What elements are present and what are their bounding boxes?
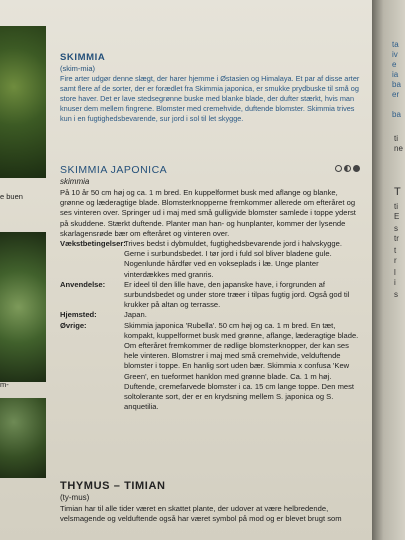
- light-requirement-icons: [335, 165, 360, 172]
- genus-description: Fire arter udgør denne slægt, der harer hjemme i Østasien og Himalaya. Et par af disse arter samt flere af de sorter, der er forædlet fra Skimmia japonica, er smukke prydbuske til små og store haver. Det er lave stedsegrønne buske med blanke blade, der dufter stærkt, hvis man knuser dem mellem fingrene. Blomster med cremehvide, duftende blomster. Skimmia trives kun i en fugtighedsbevarende, sur jord i sol til let skygge.: [60, 74, 360, 123]
- right-page-fragment: er: [392, 90, 400, 99]
- pronunciation: (ty-mus): [60, 493, 90, 502]
- right-page-fragment: ti: [394, 202, 398, 211]
- species-heading: SKIMMIA JAPONICA: [60, 164, 168, 176]
- right-page-fragment: s: [394, 224, 398, 233]
- pronunciation: (skim-mia): [60, 64, 95, 73]
- right-book-page: [372, 0, 405, 540]
- right-page-fragment: e: [392, 60, 397, 69]
- right-page-fragment: T: [394, 186, 401, 198]
- right-page-fragment: E: [394, 212, 400, 221]
- plant-photo: [0, 398, 46, 478]
- plant-photo: [0, 232, 46, 382]
- info-value: Skimmia japonica 'Rubella'. 50 cm høj og ca. 1 m bred. En tæt, kompakt, kuppelformet busk med grønne, aflange, læderagtige blade. Om efteråret fremkommer de rødlige blomsterknopper, der kan ses hele vinteren. Blomstrer i maj med små cremehvide, velduftende blomster i toppe. En hanlig sort uden bær. Skimmia x confusa 'Kew Green', en tueformet hanklon med grønne blade. Ca. 1 m høj. Duftende, cremefarvede blomster i ca. 15 cm lange toppe. Den mest soltolerante sort, der er en krydsning mellem S. japonica og S. anquetilia.: [124, 320, 359, 412]
- species-intro: På 10 år 50 cm høj og ca. 1 m bred. En kuppelformet busk med aflange og blanke, grønne og læderagtige blade. Blomsterknopperne fremkommer allerede om efteråret og ses vinteren over. Springer ud i maj med små gulligvide blomster samlede i toppe yderst på skuddene. Stærkt duftende. Planter man han- og hunplanter, kommer der lysende skarlagensrøde bær om efteråret og vinteren over.: [60, 188, 356, 238]
- pronunciation: skimmia: [60, 177, 90, 186]
- info-value: Er ideel til den lille have, den japanske have, i forgrunden af surbundsbedet og under store træer i tilpas fugtig jord. Også god til krukker på altan og terrasse.: [124, 279, 350, 310]
- info-label: Øvrige:: [60, 320, 87, 330]
- half-shade-icon: [344, 165, 351, 172]
- right-page-fragment: ta: [392, 40, 399, 49]
- info-row: [60, 280, 360, 311]
- right-page-fragment: t: [394, 246, 397, 255]
- right-page-fragment: iv: [392, 50, 398, 59]
- right-page-fragment: ne: [394, 144, 403, 153]
- right-page-fragment: l: [394, 268, 396, 277]
- info-label: Vækstbetingelser:: [60, 239, 126, 249]
- sun-empty-icon: [335, 165, 342, 172]
- right-page-fragment: tr: [394, 234, 399, 243]
- right-page-fragment: r: [394, 256, 397, 265]
- plant-photo: [0, 26, 46, 178]
- skimmia-section: [60, 52, 360, 124]
- right-page-fragment: ti: [394, 134, 398, 143]
- photo-caption: e buen: [0, 192, 23, 201]
- right-page-fragment: ba: [392, 110, 401, 119]
- info-row: [60, 321, 360, 413]
- section-heading: SKIMMIA: [60, 52, 106, 63]
- info-label: Hjemsted:: [60, 310, 97, 320]
- right-page-fragment: ia: [392, 70, 399, 79]
- section-text: Timian har til alle tider været en skattet plante, der udover at være helbredende, velsmagende og velduftende også har været symbol på mod og er blevet brugt som: [60, 504, 342, 524]
- shade-icon: [353, 165, 360, 172]
- info-row: [60, 239, 360, 280]
- info-value: Trives bedst i dybmuldet, fugtighedsbevarende jord i halvskygge. Gerne i surbundsbedet. I tør jord i fuld sol bliver bladene gule. Nogenlunde hårdfør ved en vokseplads i læ. Unge planter vinterdækkes med granris.: [124, 239, 342, 279]
- right-page-fragment: s: [394, 290, 398, 299]
- skimmia-japonica-section: [60, 164, 360, 412]
- section-heading: THYMUS – TIMIAN: [60, 480, 166, 492]
- right-page-fragment: i: [394, 278, 396, 287]
- info-label: Anvendelse:: [60, 279, 106, 289]
- info-value: Japan.: [124, 310, 147, 320]
- thymus-section: [60, 480, 360, 524]
- info-row: [60, 310, 360, 320]
- right-page-fragment: ba: [392, 80, 401, 89]
- photo-caption: m-: [0, 380, 9, 389]
